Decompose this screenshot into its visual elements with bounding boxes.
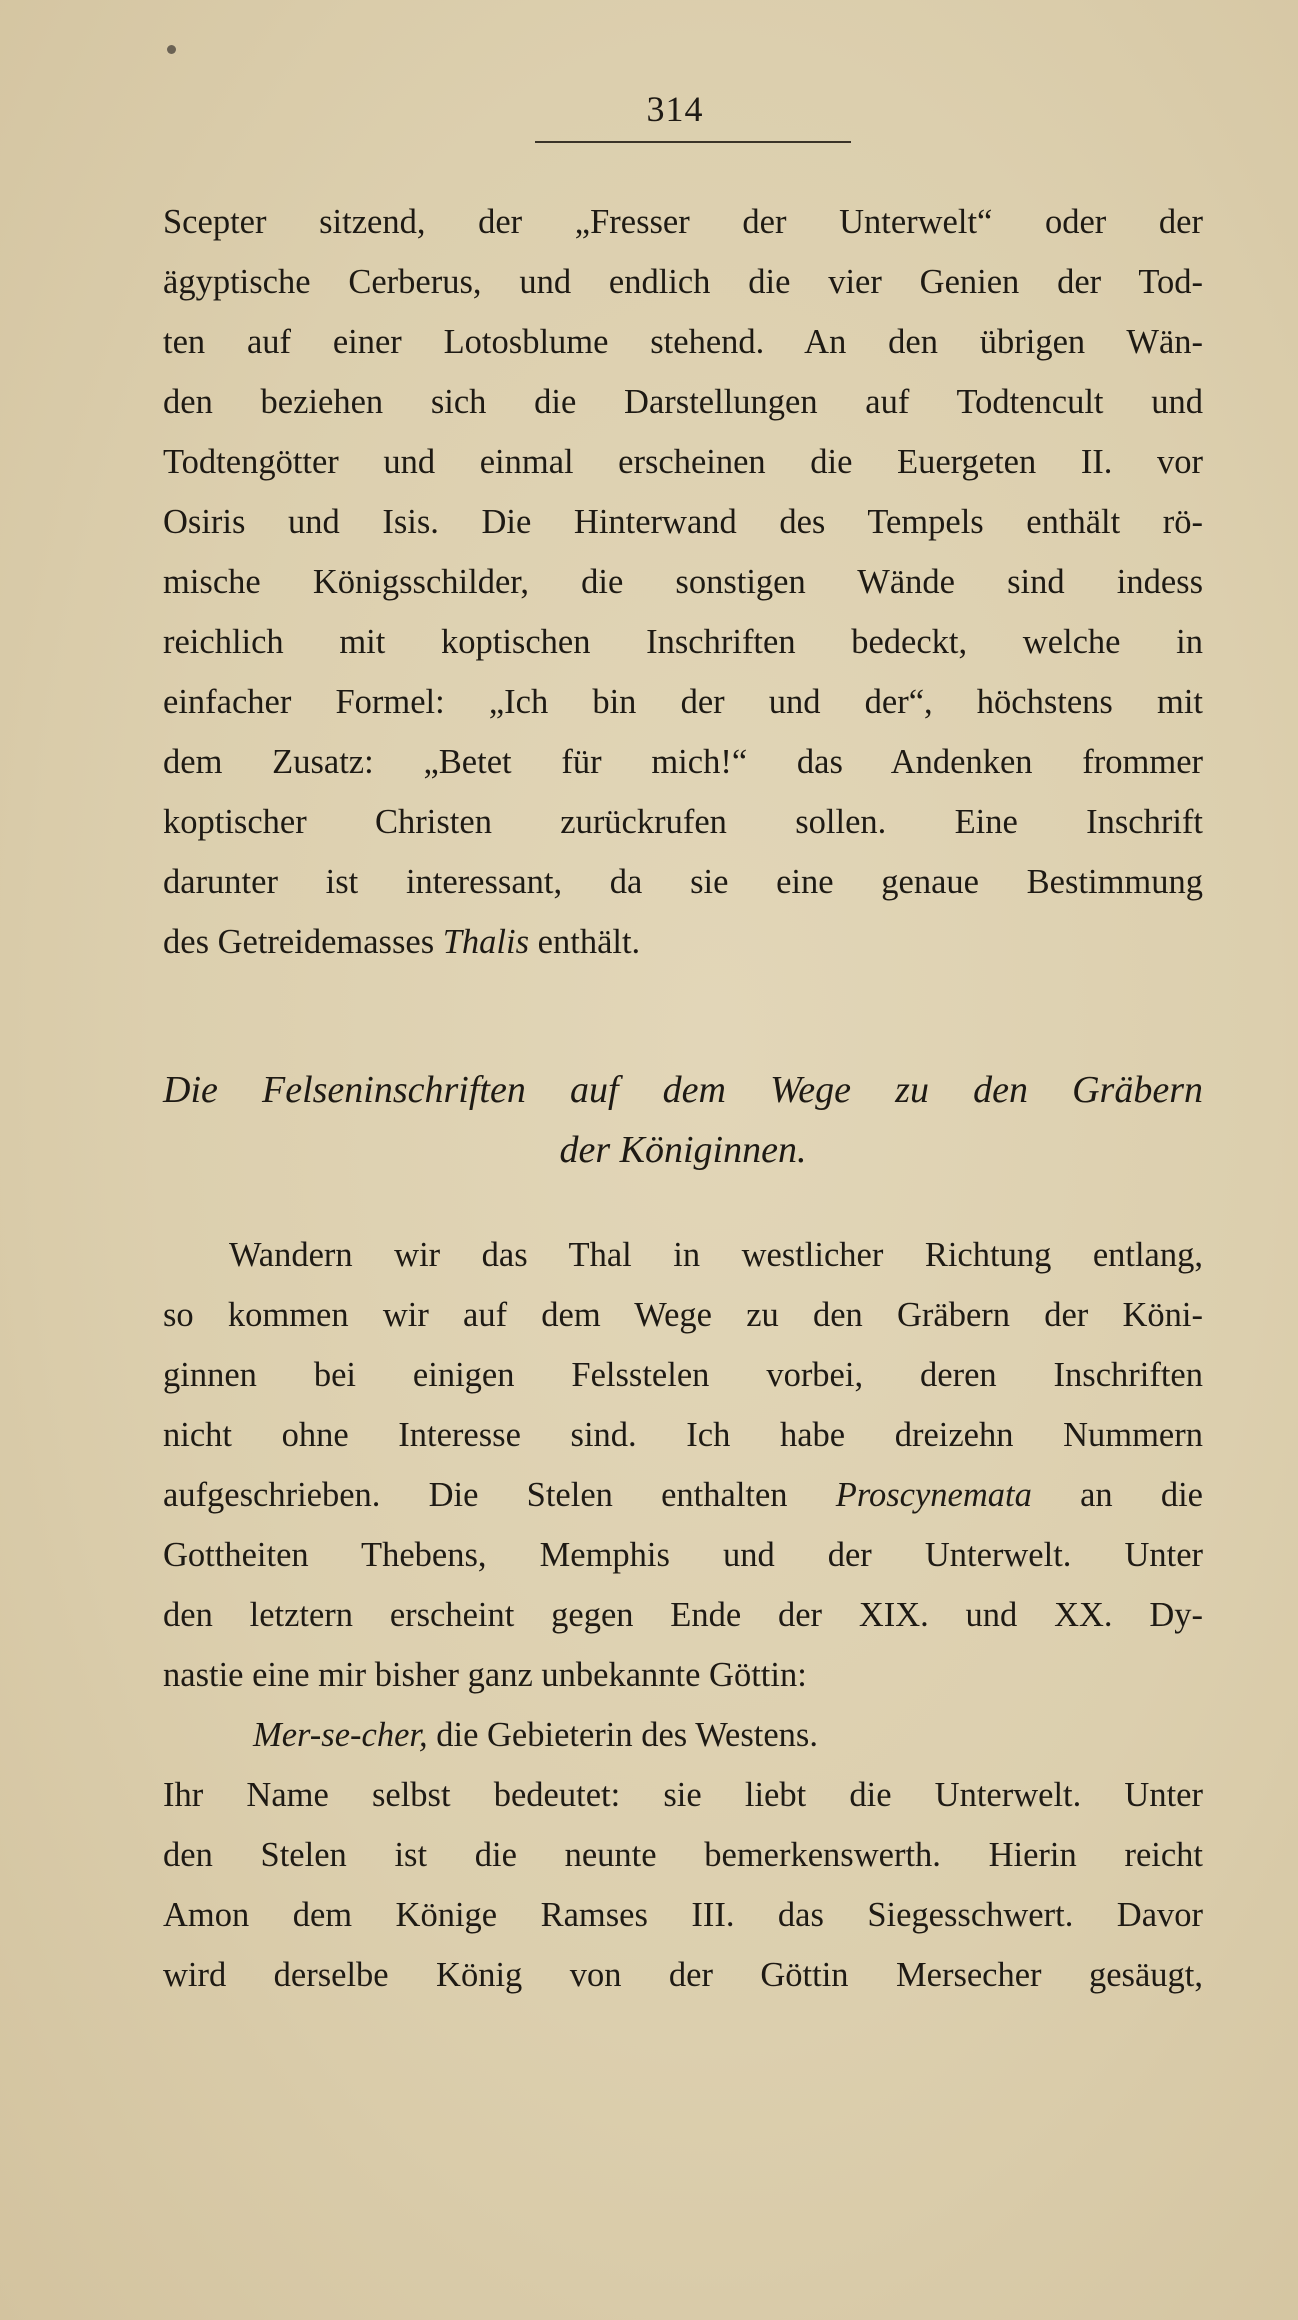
text-line: Gottheiten Thebens, Memphis und der Unterwelt. Unter	[163, 1536, 1203, 1574]
text-segment: an die	[1031, 1476, 1203, 1514]
text-line: Scepter sitzend, der „Fresser der Unterwelt“ oder der	[163, 203, 1203, 241]
text-line: ägyptische Cerberus, und endlich die vier Genien der Tod-	[163, 263, 1203, 301]
text-line: ten auf einer Lotosblume stehend. An den übrigen Wän-	[163, 323, 1203, 361]
text-line: dem Zusatz: „Betet für mich!“ das Andenken frommer	[163, 743, 1203, 781]
text-line: wird derselbe König von der Göttin Mersecher gesäugt,	[163, 1956, 1203, 1994]
header-rule	[535, 141, 851, 143]
text-line: den beziehen sich die Darstellungen auf Todtencult und	[163, 383, 1203, 421]
text-segment: die Gebieterin des Westens.	[427, 1716, 818, 1754]
text-line: den Stelen ist die neunte bemerkenswerth. Hierin reicht	[163, 1836, 1203, 1874]
italic-goddess-name: Mer-se-cher,	[253, 1716, 428, 1754]
text-line-last	[163, 912, 1203, 972]
text-line: so kommen wir auf dem Wege zu den Gräbern der Köni-	[163, 1296, 1203, 1334]
text-line: Amon dem Könige Ramses III. das Siegesschwert. Davor	[163, 1896, 1203, 1934]
text-line: nastie eine mir bisher ganz unbekannte Göttin:	[163, 1656, 807, 1694]
text-line	[163, 1465, 1203, 1525]
text-line: Ihr Name selbst bedeutet: sie liebt die Unterwelt. Unter	[163, 1776, 1203, 1814]
text-line: den letztern erscheint gegen Ende der XIX. und XX. Dy-	[163, 1596, 1203, 1634]
text-line: mische Königsschilder, die sonstigen Wände sind indess	[163, 563, 1203, 601]
italic-term-thalis: Thalis	[442, 923, 530, 961]
ink-spot	[167, 45, 176, 54]
text-segment: des Getreidemasses	[163, 923, 443, 961]
section-heading	[163, 1060, 1203, 1180]
goddess-name-line	[163, 1705, 1203, 1765]
text-line: Todtengötter und einmal erscheinen die Euergeten II. vor	[163, 443, 1203, 481]
heading-line-1: Die Felseninschriften auf dem Wege zu den Gräbern	[163, 1069, 1203, 1111]
text-line: koptischer Christen zurückrufen sollen. Eine Inschrift	[163, 803, 1203, 841]
paragraph-1	[163, 192, 1203, 972]
text-line: ginnen bei einigen Felsstelen vorbei, deren Inschriften	[163, 1356, 1203, 1394]
text-line: Wandern wir das Thal in westlicher Richtung entlang,	[229, 1236, 1203, 1274]
paragraph-2	[163, 1225, 1203, 2005]
text-line: einfacher Formel: „Ich bin der und der“, höchstens mit	[163, 683, 1203, 721]
page-number: 314	[646, 89, 704, 129]
heading-line-2: der Königinnen.	[559, 1129, 807, 1171]
italic-term-proscynemata: Proscynemata	[835, 1476, 1032, 1514]
text-line: nicht ohne Interesse sind. Ich habe dreizehn Nummern	[163, 1416, 1203, 1454]
text-line: reichlich mit koptischen Inschriften bedeckt, welche in	[163, 623, 1203, 661]
text-line: Osiris und Isis. Die Hinterwand des Tempels enthält rö-	[163, 503, 1203, 541]
text-line: darunter ist interessant, da sie eine genaue Bestimmung	[163, 863, 1203, 901]
text-segment: enthält.	[529, 923, 641, 961]
text-segment: aufgeschrieben. Die Stelen enthalten	[163, 1476, 836, 1514]
